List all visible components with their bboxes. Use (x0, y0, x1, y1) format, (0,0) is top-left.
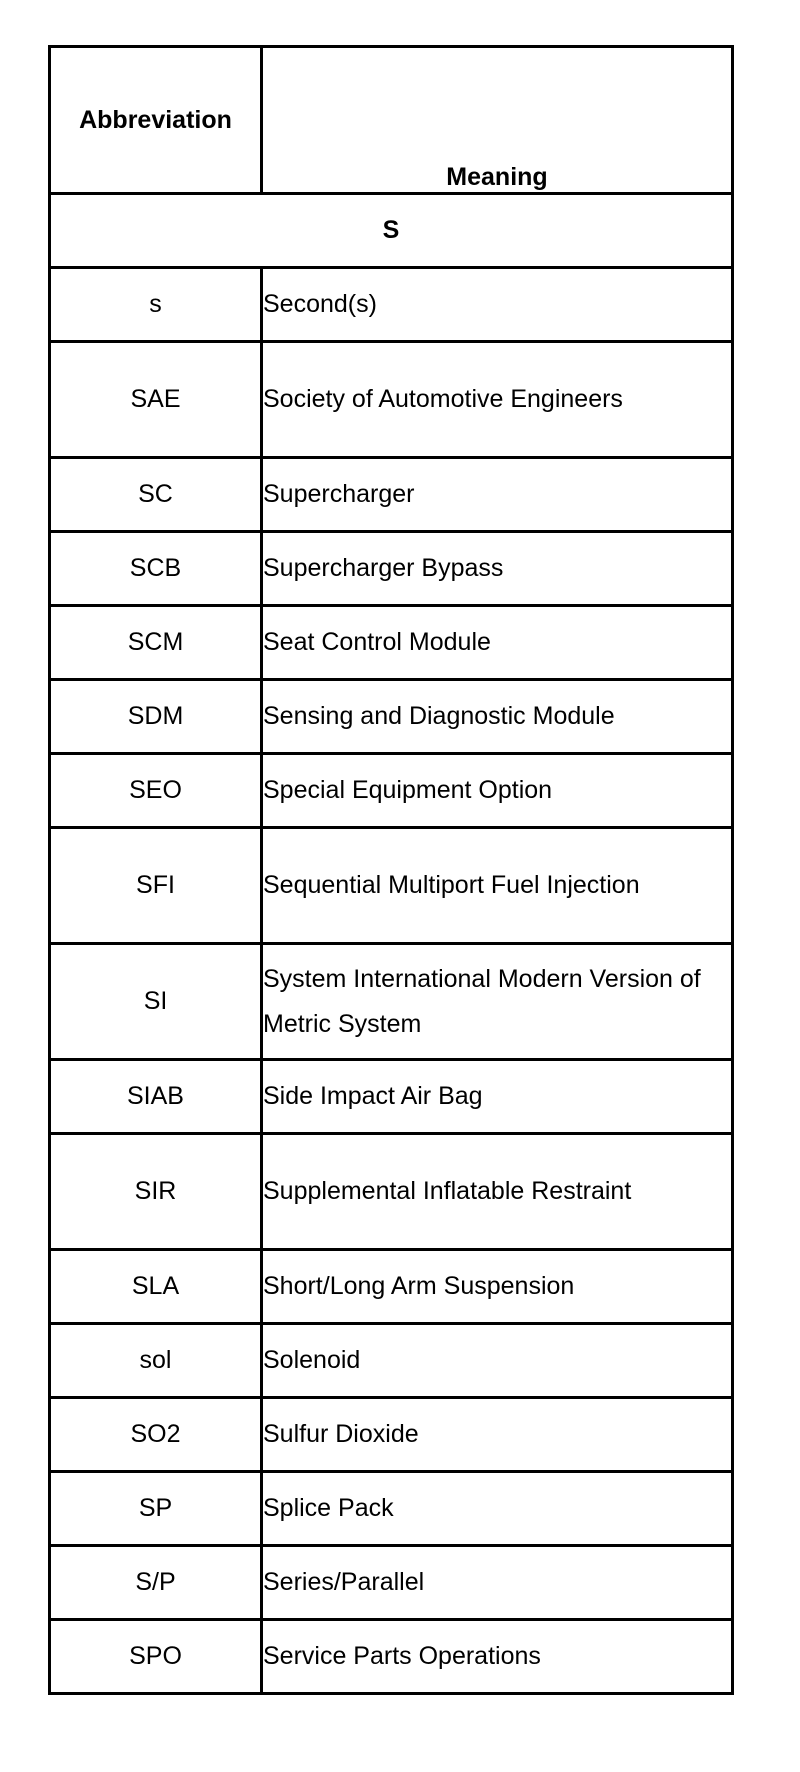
abbreviation-cell: SCB (50, 532, 262, 606)
table-row (50, 944, 733, 1060)
table-row (50, 680, 733, 754)
table-row (50, 1398, 733, 1472)
header-abbreviation: Abbreviation (50, 47, 262, 194)
meaning-cell: Supercharger Bypass (262, 532, 733, 606)
table-row (50, 1060, 733, 1134)
abbreviation-cell: SLA (50, 1250, 262, 1324)
meaning-cell: Sulfur Dioxide (262, 1398, 733, 1472)
meaning-cell: Sequential Multiport Fuel Injection (262, 828, 733, 944)
table-row (50, 458, 733, 532)
meaning-cell: Special Equipment Option (262, 754, 733, 828)
abbreviation-cell: SAE (50, 342, 262, 458)
abbreviation-cell: s (50, 268, 262, 342)
section-letter: S (50, 194, 733, 268)
meaning-cell: Second(s) (262, 268, 733, 342)
meaning-cell: Short/Long Arm Suspension (262, 1250, 733, 1324)
table-row (50, 1620, 733, 1694)
abbreviation-cell: SEO (50, 754, 262, 828)
section-row (50, 194, 733, 268)
abbreviation-cell: SDM (50, 680, 262, 754)
table-row (50, 1546, 733, 1620)
table-row (50, 1134, 733, 1250)
meaning-cell: Sensing and Diagnostic Module (262, 680, 733, 754)
abbreviation-cell: SCM (50, 606, 262, 680)
meaning-cell: Solenoid (262, 1324, 733, 1398)
table-row (50, 1250, 733, 1324)
table-row (50, 1324, 733, 1398)
abbreviation-cell: SIAB (50, 1060, 262, 1134)
abbreviation-cell: SP (50, 1472, 262, 1546)
table-row (50, 268, 733, 342)
abbreviation-cell: sol (50, 1324, 262, 1398)
abbreviation-cell: SIR (50, 1134, 262, 1250)
meaning-cell: Society of Automotive Engineers (262, 342, 733, 458)
table-row (50, 532, 733, 606)
abbreviation-cell: SO2 (50, 1398, 262, 1472)
table-row (50, 828, 733, 944)
header-row (50, 47, 733, 194)
abbreviation-cell: SPO (50, 1620, 262, 1694)
meaning-cell: Series/Parallel (262, 1546, 733, 1620)
header-meaning: Meaning (262, 47, 733, 194)
meaning-cell: Supplemental Inflatable Restraint (262, 1134, 733, 1250)
table-row (50, 606, 733, 680)
abbreviation-cell: SFI (50, 828, 262, 944)
meaning-cell: Splice Pack (262, 1472, 733, 1546)
meaning-cell: System International Modern Version of Metric System (262, 944, 733, 1060)
abbreviation-cell: S/P (50, 1546, 262, 1620)
meaning-cell: Service Parts Operations (262, 1620, 733, 1694)
abbreviation-table (48, 45, 734, 1695)
table-row (50, 754, 733, 828)
meaning-cell: Side Impact Air Bag (262, 1060, 733, 1134)
table-row (50, 342, 733, 458)
abbreviation-cell: SI (50, 944, 262, 1060)
table-row (50, 1472, 733, 1546)
abbreviation-cell: SC (50, 458, 262, 532)
meaning-cell: Supercharger (262, 458, 733, 532)
meaning-cell: Seat Control Module (262, 606, 733, 680)
